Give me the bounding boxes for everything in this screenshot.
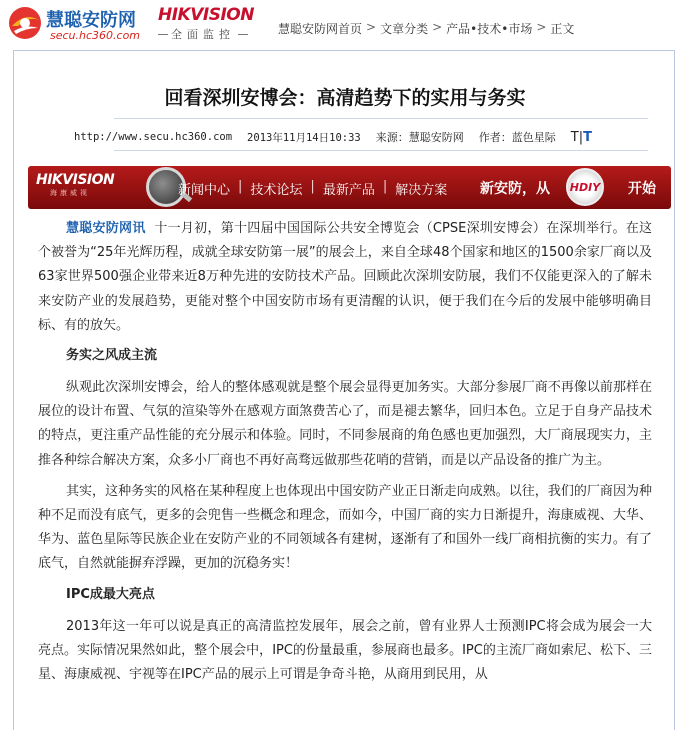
partner-logo-slogan-row (158, 26, 258, 42)
menu-divider: | (238, 179, 243, 194)
banner-menu-products[interactable]: 最新产品 (322, 183, 375, 198)
banner-menu-solutions[interactable]: 解决方案 (395, 183, 448, 198)
site-logo-icon (6, 4, 44, 42)
article-body (38, 217, 652, 694)
divider (114, 150, 648, 151)
paragraph-text: 十一月初，第十四届中国国际公共安全博览会（CPSE深圳安博会）在深圳举行。在这个被誉为“25年光辉历程，成就全球安防第一展”的展会上，来自全球48个国家和地区的1500余家厂商以及63家世界500强企业带来近8万种先进的安防技术产品。回顾此次深圳安防展，我们不仅能更深入的了解未来安防产业的发展趋势，更能对整个中国安防市场有更清醒的认识，便于我们在今后的发展中能够明确目标、有的放矢。 (38, 221, 652, 333)
article-meta (74, 129, 592, 145)
divider (114, 118, 648, 119)
font-size-controls: T|T (570, 129, 592, 145)
article-paragraph: 其实，这种务实的风格在某种程度上也体现出中国安防产业正日渐走向成熟。以往，我们的厂商因为种种不足而没有底气，更多的会兜售一些概念和理念，而如今，中国厂商的实力日渐提升，海康威视、大华、华为、蓝色星际等民族企业在安防产业的不同领域各有建树，逐渐有了和国外一线厂商相抗衡的实力。有了底气，自然就能摒弃浮躁，更加的沉稳务实！ (38, 483, 652, 572)
breadcrumb-category[interactable]: 文章分类 (380, 22, 429, 36)
breadcrumb-separator: > (366, 20, 377, 34)
top-header (0, 0, 685, 50)
font-large-button[interactable]: T (583, 129, 592, 145)
font-small-button[interactable]: T (570, 129, 579, 145)
article-frame (13, 50, 675, 730)
section-heading: IPC成最大亮点 (66, 586, 155, 602)
partner-logo[interactable] (158, 5, 258, 42)
breadcrumb-section[interactable]: 产品•技术•市场 (446, 22, 533, 36)
breadcrumb-home[interactable]: 慧聪安防网首页 (278, 22, 363, 36)
article-paragraph (38, 217, 652, 338)
banner-brand: HIKVISION (36, 172, 115, 188)
article-paragraph: 2013年这一年可以说是真正的高清监控发展年，展会之前，曾有业界人士预测IPC将会成为展会一大亮点。实际情况果然如此，整个展会中，IPC的份量最重，参展商也最多。IPC的主流厂商如索尼、松下、三星、海康威视、宇视等在IPC产品的展示上可谓是争奇斗艳，从商用到民用，从 (38, 618, 652, 683)
banner-slogan-right: 开始 (628, 181, 656, 197)
divider (238, 34, 248, 35)
banner-brand-sub: 海康威视 (50, 189, 90, 197)
site-logo[interactable] (6, 4, 146, 42)
partner-logo-name: HIKVISION (158, 5, 254, 25)
banner-menu-news[interactable]: 新闻中心 (178, 183, 231, 198)
banner-slogan-left: 新安防，从 (480, 181, 550, 197)
ad-banner[interactable] (28, 166, 671, 209)
divider (158, 34, 168, 35)
article-url[interactable]: http://www.secu.hc360.com (74, 131, 233, 143)
article-author: 作者：蓝色星际 (478, 131, 556, 144)
article-source: 来源：慧聪安防网 (375, 131, 464, 144)
menu-divider: | (382, 179, 388, 194)
breadcrumb (278, 20, 574, 37)
lead-source: 慧聪安防网讯 (66, 221, 146, 236)
site-logo-name: 慧聪安防网 (46, 10, 136, 31)
partner-logo-slogan: 全面监控 (171, 28, 235, 41)
article-title: 回看深圳安博会：高清趋势下的实用与务实 (164, 87, 526, 109)
article-paragraph: 纵观此次深圳安博会，给人的整体感观就是整个展会显得更加务实。大部分参展厂商不再像以前那样在展位的设计布置、气氛的渲染等外在感观方面煞费苦心了，而是褪去繁华，回归本色。立足于自身产品技术的特点，更注重产品性能的充分展示和体验。同时，不同参展商的角色感也更加强烈，大厂商展现实力，主推各种综合解决方案，众多小厂商也不再好高骛远做那些花哨的营销，而是以产品设备的推广为主。 (38, 380, 652, 468)
menu-divider: | (310, 179, 315, 194)
article-date: 2013年11月14日10:33 (247, 131, 361, 144)
breadcrumb-separator: > (536, 20, 547, 34)
section-heading: 务实之风成主流 (66, 348, 158, 364)
banner-menu (178, 179, 447, 198)
banner-brand-logo (36, 172, 114, 198)
breadcrumb-separator: > (432, 20, 443, 34)
site-logo-url: secu.hc360.com (50, 29, 141, 42)
breadcrumb-current: 正文 (550, 22, 575, 36)
banner-menu-forum[interactable]: 技术论坛 (250, 183, 303, 198)
hdiy-badge-icon: HDIY (566, 168, 604, 206)
